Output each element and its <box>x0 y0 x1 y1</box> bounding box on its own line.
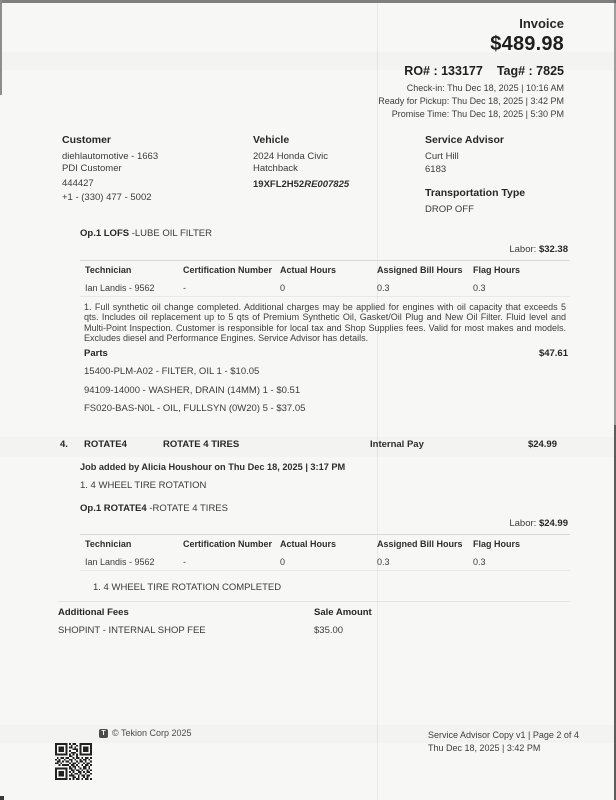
customer-number: 444427 <box>62 177 94 189</box>
vehicle-label: Vehicle <box>253 134 290 146</box>
op-line-lofs <box>80 228 212 239</box>
op-code: Op.1 LOFS <box>80 228 130 239</box>
fees-label: Additional Fees <box>58 607 129 618</box>
tekion-logo-icon: T <box>99 729 108 738</box>
scan-corner-mark <box>0 796 4 800</box>
footer-copyright <box>99 728 192 738</box>
cell-assigned-bill-hours: 0.3 <box>377 556 390 567</box>
table-header-row <box>85 535 570 553</box>
qr-code <box>55 743 92 780</box>
cell-assigned-bill-hours: 0.3 <box>377 282 390 293</box>
col-certification-number: Certification Number <box>183 265 273 275</box>
checkin-line: Check-in: Thu Dec 18, 2025 | 10:16 AM <box>406 83 564 93</box>
invoice-total: $489.98 <box>490 33 564 55</box>
fees-header-row <box>58 607 570 618</box>
col-actual-hours: Actual Hours <box>280 539 337 549</box>
col-flag-hours: Flag Hours <box>473 539 521 549</box>
table-header-row <box>85 261 570 279</box>
col-actual-hours: Actual Hours <box>280 265 337 275</box>
service-advisor-section <box>425 134 525 215</box>
parts-label: Parts <box>84 348 108 359</box>
advisor-number: 6183 <box>425 164 447 175</box>
job-code: ROTATE4 <box>84 439 127 450</box>
transportation-type-label: Transportation Type <box>425 186 526 199</box>
col-flag-hours: Flag Hours <box>473 265 521 275</box>
part-line: 94109-14000 - WASHER, DRAIN (14MM) 1 - $0.51 <box>84 384 301 396</box>
op-line-rotate4 <box>80 503 228 514</box>
job-name: ROTATE 4 TIRES <box>163 439 240 450</box>
job-completed-line: 1. 4 WHEEL TIRE ROTATION COMPLETED <box>93 582 282 593</box>
cell-technician: Ian Landis - 9562 <box>85 556 155 567</box>
vehicle-trim: Hatchback <box>253 162 298 174</box>
cell-actual-hours: 0 <box>280 556 286 567</box>
service-advisor-label: Service Advisor <box>425 134 504 146</box>
vin-suffix: RE007825 <box>304 179 350 190</box>
customer-section <box>62 134 158 203</box>
promise-time-line: Promise Time: Thu Dec 18, 2025 | 5:30 PM <box>391 109 564 119</box>
vehicle-vin: 19XFL2H52RE007825 <box>253 179 350 190</box>
sale-amount-label: Sale Amount <box>314 607 372 618</box>
invoice-title: Invoice <box>519 16 564 31</box>
part-line: 15400-PLM-A02 - FILTER, OIL 1 - $10.05 <box>84 366 260 377</box>
invoice-header <box>378 16 564 121</box>
job-amount: $24.99 <box>527 439 557 450</box>
col-certification-number: Certification Number <box>183 539 273 549</box>
footer-page-info <box>428 729 579 755</box>
labor-total-rotate4: Labor: $24.99 <box>509 518 568 529</box>
cell-flag-hours: 0.3 <box>473 282 486 293</box>
parts-total: $47.61 <box>538 348 568 359</box>
vehicle-section <box>253 134 349 191</box>
job-added-line: Job added by Alicia Houshour on Thu Dec 18, 2025 | 3:17 PM <box>80 462 346 472</box>
job-concern: 1. 4 WHEEL TIRE ROTATION <box>80 480 207 491</box>
part-line: FS020-BAS-N0L - OIL, FULLSYN (0W20) 5 - $37.05 <box>84 403 306 414</box>
ro-tag-row <box>378 64 564 78</box>
customer-name: diehlautomotive - 1663 <box>62 151 159 162</box>
table-row <box>85 553 570 570</box>
job-index: 4. <box>60 439 68 450</box>
tag-number: Tag# : 7825 <box>496 64 564 78</box>
ro-number: RO# : 133177 <box>404 64 483 78</box>
footer-copy-line: Service Advisor Copy v1 | Page 2 of 4 <box>428 730 579 740</box>
col-technician: Technician <box>85 265 132 275</box>
advisor-name: Curt Hill <box>425 151 459 162</box>
labor-total-lofs: Labor: $32.38 <box>509 244 568 255</box>
table-row <box>85 279 570 296</box>
transportation-type-value: DROP OFF <box>425 203 474 215</box>
op-code: Op.1 ROTATE4 <box>80 503 147 514</box>
additional-fees-section <box>58 601 570 636</box>
ready-for-pickup-line: Ready for Pickup: Thu Dec 18, 2025 | 3:42 PM <box>378 96 564 106</box>
job-pay-type: Internal Pay <box>370 439 424 450</box>
cell-flag-hours: 0.3 <box>473 556 486 567</box>
customer-label: Customer <box>62 134 112 146</box>
parts-list <box>84 366 305 422</box>
customer-phone: +1 - (330) 477 - 5002 <box>62 191 152 203</box>
cell-actual-hours: 0 <box>280 282 286 293</box>
vehicle-model: 2024 Honda Civic <box>253 151 328 162</box>
scan-edge-top <box>0 0 616 3</box>
scan-edge-left <box>0 0 2 95</box>
op-desc: -LUBE OIL FILTER <box>129 228 212 239</box>
col-assigned-bill-hours: Assigned Bill Hours <box>377 539 463 549</box>
fee-row <box>58 625 570 636</box>
customer-type: PDI Customer <box>62 162 122 174</box>
labor-table-rotate4 <box>80 534 570 571</box>
cell-technician: Ian Landis - 9562 <box>85 282 155 293</box>
col-technician: Technician <box>85 539 132 549</box>
fee-amount: $35.00 <box>314 625 344 636</box>
col-assigned-bill-hours: Assigned Bill Hours <box>377 265 463 275</box>
fee-name: SHOPINT - INTERNAL SHOP FEE <box>58 625 206 636</box>
footer-date-line: Thu Dec 18, 2025 | 3:42 PM <box>428 743 541 753</box>
job-description: 1. Full synthetic oil change completed. Additional charges may be applied for engines with oil capacity that exceeds 5 qts. Includes oil replacement up to 5 qts of Premium Synthetic Oil, Gasket/Oil Plug and New Oil Filter. Fluid level and Multi-Point Inspection. Customer is responsible for local tax and Shop Supplies fees. Valid for most makes and models. Excludes diesel and Performance Engines. Service Advisor has details. <box>84 302 566 344</box>
copyright-text: © Tekion Corp 2025 <box>112 728 192 738</box>
op-desc: -ROTATE 4 TIRES <box>146 503 228 514</box>
cell-certification-number: - <box>183 282 186 293</box>
labor-table-lofs <box>80 260 570 297</box>
cell-certification-number: - <box>183 556 186 567</box>
